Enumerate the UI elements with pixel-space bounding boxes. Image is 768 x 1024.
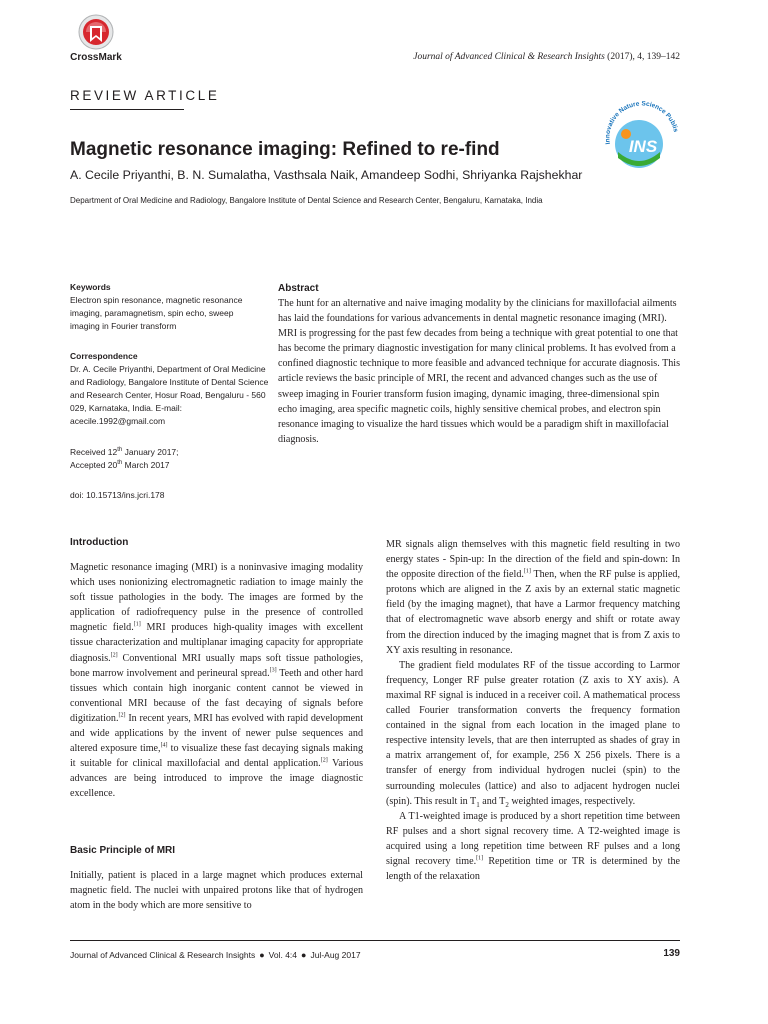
article-title: Magnetic resonance imaging: Refined to re-find — [70, 139, 500, 160]
accepted-suffix: March 2017 — [122, 460, 170, 470]
correspondence-heading: Correspondence — [70, 351, 138, 361]
right-p1-b: Then, when the RF pulse is applied, protons which are aligned in the Z axis by an external static magnetic field (by the imaging magnet), that have a Larmor frequency matching that of electromagnetic wave absorb energy and shift or rotate away from the direction induced by the imaging magnet that is from Z axis to XY axis resulting in resonance. — [386, 569, 680, 656]
page-number: 139 — [663, 948, 680, 959]
intro-text-6: to visualize these fast decaying signals making it suitable for clinical maxillofacial and dental application. — [70, 743, 364, 770]
intro-text-2: MRI produces high-quality images with excellent tissue characterization and multiplanar imaging capacity for appropriate diagnosis. — [70, 622, 364, 664]
introduction-text — [70, 560, 363, 802]
received-prefix: Received 12 — [70, 447, 118, 457]
citation-ref[interactable]: [2] — [110, 652, 118, 659]
footer-journal-info — [70, 950, 361, 960]
received-suffix: January 2017; — [122, 447, 179, 457]
intro-text-4: Teeth and other hard tissues which contain high inorganic content cannot be viewed in conventional MRI because of the fast decaying of signals before digitization. — [70, 667, 363, 724]
right-p2-c: weighted images, respectively. — [508, 795, 636, 807]
introduction-heading: Introduction — [70, 537, 129, 548]
article-type-underline — [70, 109, 184, 110]
accepted-date — [70, 459, 170, 472]
accepted-prefix: Accepted 20 — [70, 460, 118, 470]
citation-ref[interactable]: [2] — [118, 712, 126, 719]
footer-journal-name: Journal of Advanced Clinical & Research Insights — [70, 950, 256, 960]
right-p1-a: MR signals align themselves with this magnetic field resulting in two energy states - Spin-up: In the direction of the field and spin-down: In the opposite direction of the field. — [386, 539, 680, 581]
right-p3-a: A T1-weighted image is produced by a short repetition time between RF pulses and a short signal recovery time. A T2-weighted image is acquired using a long repetition time between RF pulses and a long signal recovery time. — [386, 810, 680, 867]
subscript: 2 — [505, 800, 509, 809]
abstract-heading: Abstract — [278, 283, 319, 294]
abstract-text: The hunt for an alternative and naive imaging modality by the clinicians for maxillofacial ailments has laid the foundations for various advancements in dental magnetic resonance imaging (MRI). MRI is progressing for the past few decades from being a technique with great potential to one that has become the primary diagnostic investigation for many clinical problems. It has evolved from a confined diagnostic technique to more feasible and advanced technique for accurate diagnosis. This article reviews the basic principle of MRI, the recent and advanced changes such as the use of sweep imaging in Fourier transform fusion imaging, dynamic imaging, three-dimensional spin echo imaging, area specific magnetic coils, highly sensitive chemical probes, and electron spin resonance imaging to visualize the hard tissues which would be a paradigm shift in maxillofacial diagnosis. — [278, 298, 681, 445]
publisher-logo-mark: INS — [628, 137, 658, 156]
citation-ref[interactable]: [1] — [476, 855, 484, 862]
intro-text-1: Magnetic resonance imaging (MRI) is a noninvasive imaging modality which uses nonionizing electromagnetic radiation to image mainly the soft tissue pathologies in the body. The images are formed by the application of radiofrequency pulse in the presence of controlled magnetic field. — [70, 562, 363, 634]
article-affiliation: Department of Oral Medicine and Radiology, Bangalore Institute of Dental Science and Research Center, Bengaluru, Karnataka, India — [70, 196, 543, 205]
doi-link[interactable]: doi: 10.15713/ins.jcri.178 — [70, 490, 165, 500]
right-paragraph-3 — [386, 809, 680, 884]
publisher-logo-text: Innovative Nature Science Publis — [604, 100, 680, 145]
journal-citation — [380, 52, 680, 62]
right-p2-a: The gradient field modulates RF of the tissue according to Larmor frequency, Longer RF pulse greater rotation (Z axis to XY axis). A maximal RF signal is induced in a receiver coil. A mathematical process called Fourier transformation converts the frequency formation contained in the signal from each location in the imaged plane to respective intensity levels, that are then interrupted as shades of gray in a matrix arrangement of, for example, 256 X 256 pixels. There is a transfer of energy from individual hydrogen nuclei (spin) to the surrounding molecules (lattice) and also to adjacent hydrogen nuclei (spin). This result in T — [386, 659, 680, 807]
crossmark-label: CrossMark — [70, 52, 122, 63]
article-authors: A. Cecile Priyanthi, B. N. Sumalatha, Vasthsala Naik, Amandeep Sodhi, Shriyanka Rajshekhar — [70, 168, 583, 182]
journal-name: Journal of Advanced Clinical & Research Insights — [413, 52, 605, 62]
right-column-text — [386, 537, 680, 884]
keywords-text: Electron spin resonance, magnetic resonance imaging, paramagnetism, spin echo, sweep imaging in Fourier transform — [70, 295, 243, 331]
intro-text-5: In recent years, MRI has evolved with rapid development and wide applications by the invent of newer pulse sequences and altered exposure time, — [70, 712, 363, 755]
publisher-logo-icon — [596, 92, 686, 182]
accepted-ordinal: th — [117, 460, 123, 467]
footer-date: Jul-Aug 2017 — [310, 950, 361, 960]
citation-ref[interactable]: [1] — [523, 568, 531, 575]
citation-ref[interactable]: [4] — [160, 742, 168, 749]
citation-ref[interactable]: [2] — [320, 757, 328, 764]
subscript: 1 — [476, 800, 480, 809]
right-paragraph-2 — [386, 658, 680, 809]
bullet-icon: ● — [259, 950, 265, 960]
correspondence-text: Dr. A. Cecile Priyanthi, Department of Oral Medicine and Radiology, Bangalore Institute of Dental Science and Research Center, Hosur Road, Bengaluru - 560 029, Karnataka, India. E-mail: acecile.1992@gmail.com — [70, 364, 269, 426]
received-ordinal: th — [117, 447, 123, 454]
citation-ref[interactable]: [1] — [133, 622, 141, 629]
journal-volume-pages: (2017), 4, 139–142 — [607, 52, 680, 62]
intro-text-3: Conventional MRI usually maps soft tissue pathologies, bone marrow involvement and perineural spread. — [70, 652, 363, 679]
received-date — [70, 446, 179, 459]
basic-principle-heading: Basic Principle of MRI — [70, 845, 176, 856]
right-p2-b: and T — [479, 795, 506, 807]
footer-volume: Vol. 4:4 — [268, 950, 298, 960]
right-p3-b: Repetition time or TR is determined by the length of the relaxation — [386, 855, 680, 883]
intro-text-7: Various advances are being introduced to improve the image diagnostic excellence. — [70, 758, 363, 800]
bullet-icon: ● — [301, 950, 307, 960]
right-paragraph-1 — [386, 537, 680, 658]
keywords-heading: Keywords — [70, 282, 111, 292]
basic-principle-text: Initially, patient is placed in a large magnet which produces external magnetic field. The nuclei with unpaired protons like that of hydrogen atom in the body which are more sensitive to — [70, 870, 363, 912]
citation-ref[interactable]: [3] — [269, 667, 277, 674]
article-type: REVIEW ARTICLE — [70, 88, 220, 103]
footer-divider — [70, 940, 680, 941]
